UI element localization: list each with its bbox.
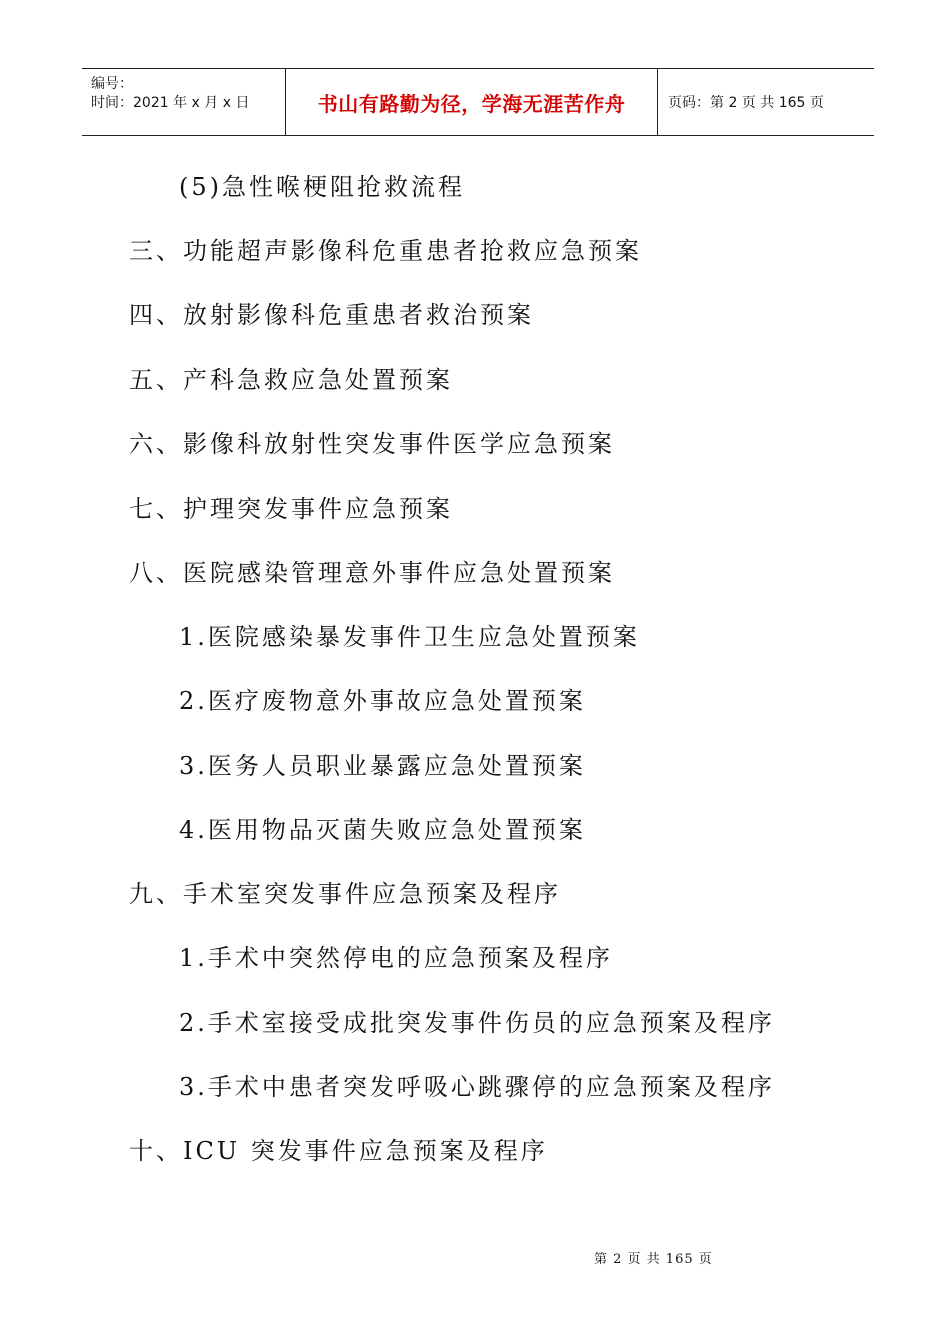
toc-item: 九、手术室突发事件应急预案及程序 <box>129 880 561 908</box>
toc-subitem: 1.医院感染暴发事件卫生应急处置预案 <box>179 623 640 651</box>
toc-subitem: 2.手术室接受成批突发事件伤员的应急预案及程序 <box>179 1009 775 1037</box>
toc-subitem: 1.手术中突然停电的应急预案及程序 <box>179 944 613 972</box>
document-header <box>82 68 874 136</box>
document-number-label: 编号： <box>91 76 133 92</box>
toc-item: 七、护理突发事件应急预案 <box>129 495 453 523</box>
header-meta-cell <box>82 69 286 135</box>
toc-subitem: 2.医疗废物意外事故应急处置预案 <box>179 687 586 715</box>
toc-item: 十、ICU 突发事件应急预案及程序 <box>129 1137 548 1165</box>
footer-page-number: 第 2 页 共 165 页 <box>594 1252 713 1267</box>
toc-subitem: 3.手术中患者突发呼吸心跳骤停的应急预案及程序 <box>179 1073 775 1101</box>
toc-item: 三、功能超声影像科危重患者抢救应急预案 <box>129 237 642 265</box>
header-motto: 书山有路勤为径，学海无涯苦作舟 <box>286 69 658 135</box>
toc-item: 四、放射影像科危重患者救治预案 <box>129 301 534 329</box>
toc-item: 八、医院感染管理意外事件应急处置预案 <box>129 559 615 587</box>
toc-item: (5)急性喉梗阻抢救流程 <box>179 173 465 201</box>
header-page-info: 页码：第 2 页 共 165 页 <box>668 95 824 111</box>
document-time-label: 时间：2021 年 x 月 x 日 <box>91 95 250 111</box>
toc-item: 五、产科急救应急处置预案 <box>129 366 453 394</box>
toc-subitem: 4.医用物品灭菌失败应急处置预案 <box>179 816 586 844</box>
toc-item: 六、影像科放射性突发事件医学应急预案 <box>129 430 615 458</box>
toc-subitem: 3.医务人员职业暴露应急处置预案 <box>179 752 586 780</box>
